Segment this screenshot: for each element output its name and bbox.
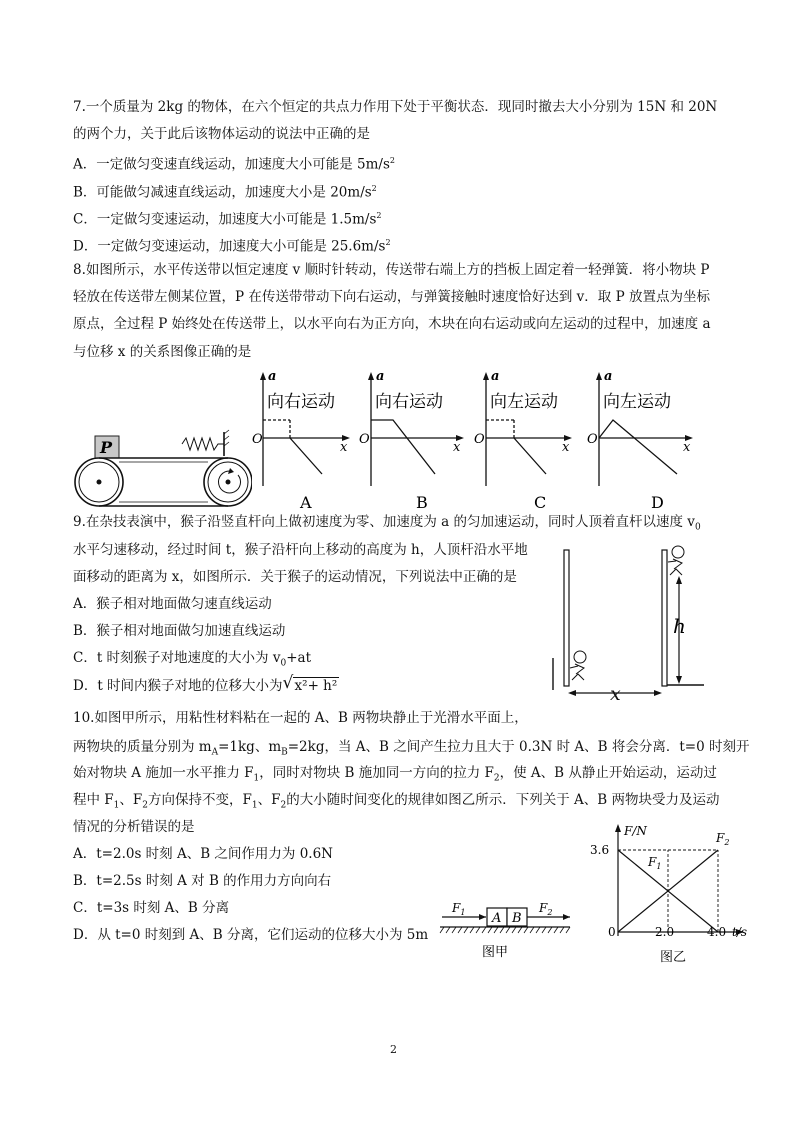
graph-a <box>250 368 360 513</box>
origin-label: O <box>252 432 263 447</box>
monkey-body-icon <box>668 559 682 575</box>
q8-stem-line2: 轻放在传送带左侧某位置，P 在传送带带动下向右运动，与弹簧接触时速度恰好达到 v．取 P 放置点为坐标 <box>73 289 710 305</box>
q9-stem-line1: 9.在杂技表演中，猴子沿竖直杆向上做初速度为零、加速度为 a 的匀加速运动，同时人顶着直杆以速度 $v_0$ <box>73 514 701 533</box>
monkey-icon <box>672 546 684 558</box>
graph-title: 向左运动 <box>490 392 558 412</box>
chart-x-tick-1: 2.0 <box>655 925 675 939</box>
ground-hatch <box>440 927 570 933</box>
graph-d <box>583 368 701 513</box>
graph-letter: D <box>651 493 664 512</box>
spring <box>182 438 224 450</box>
q10-option-c: C．t=3s 时刻 A、B 分离 <box>73 900 230 916</box>
q10-stem-line5: 情况的分析错误的是 <box>73 819 195 835</box>
distance-label: x <box>610 683 621 705</box>
conveyor-belt-figure <box>72 420 252 510</box>
q7-option-d: D．一定做匀变速运动，加速度大小可能是 $25.6m/s^2$ <box>73 238 391 255</box>
series-f1-label: $F_1$ <box>648 855 662 871</box>
graph-letter: B <box>416 493 428 512</box>
graph-title: 向右运动 <box>267 392 335 412</box>
q10-stem-line2: 两物块的质量分别为 $m_A=1kg$、$m_B=2kg$，当 A、B 之间产生拉力且大于 0.3N 时 A、B 将会分离．t=0 时刻开 <box>73 739 750 758</box>
page-number: 2 <box>390 1043 397 1056</box>
q9-option-a: A．猴子相对地面做匀速直线运动 <box>73 596 272 612</box>
force-f1-label: $F_1$ <box>452 901 466 917</box>
q10-option-b: B．t=2.5s 时刻 A 对 B 的作用力方向向右 <box>73 873 332 889</box>
figure-jia-caption: 图甲 <box>482 945 509 960</box>
series-f2-label: $F_2$ <box>716 831 730 847</box>
axis-arrow-icon <box>483 372 489 380</box>
graph-curve <box>371 420 435 474</box>
arrow-icon <box>654 690 662 696</box>
graph-letter: C <box>534 493 547 512</box>
left-pulley-axle <box>97 480 102 485</box>
arrow-icon <box>615 824 621 832</box>
origin-label: O <box>359 432 370 447</box>
q9-option-d: D．t 时间内猴子对地的位移大小为 √ x²+ h² <box>73 673 338 694</box>
arrow-icon <box>563 914 570 920</box>
axis-a-label: a <box>604 369 613 384</box>
chart-y-tick: 3.6 <box>590 843 610 857</box>
q8-stem-line4: 与位移 x 的关系图像正确的是 <box>73 344 252 360</box>
axis-a-label: a <box>268 369 277 384</box>
graph-curve <box>514 438 546 474</box>
chart-origin: 0 <box>608 925 616 939</box>
block-b-label: B <box>512 911 522 926</box>
q7-stem-line1: 7.一个质量为 2kg 的物体，在六个恒定的共点力作用下处于平衡状态．现同时撤去大小分别为 15N 和 20N <box>73 99 718 115</box>
block-p-label: P <box>100 438 113 457</box>
graph-curve <box>599 420 677 474</box>
axis-x-label: x <box>562 440 570 455</box>
q10-option-d: D．从 t=0 时刻到 A、B 分离，它们运动的位移大小为 5m <box>73 927 429 943</box>
axis-arrow-icon <box>368 372 374 380</box>
q8-stem-line3: 原点，全过程 P 始终处在传送带上，以水平向右为正方向，木块在向右运动或向左运动的过程中，加速度 a <box>73 316 711 332</box>
figure-yi-chart <box>590 820 760 968</box>
force-f2-label: $F_2$ <box>539 901 553 917</box>
chart-x-label: t/s <box>732 925 748 939</box>
chart-x-tick-2: 4.0 <box>707 925 727 939</box>
height-label: h <box>673 614 686 638</box>
origin-label: O <box>587 432 598 447</box>
q10-stem-line4: 程中 $F_1$、$F_2$方向保持不变，$F_1$、$F_2$的大小随时间变化的规律如图乙所示．下列关于 A、B 两物块受力及运动 <box>73 792 720 811</box>
monkey-icon <box>574 651 586 663</box>
sqrt-expression: √ x²+ h² <box>282 673 338 694</box>
q10-stem-line3: 始对物块 A 施加一水平推力 $F_1$，同时对物块 B 施加同一方向的拉力 $F_2$，使 A、B 从静止开始运动，运动过 <box>73 765 717 784</box>
figure-jia <box>436 893 576 963</box>
q10-stem-line1: 10.如图甲所示，用粘性材料粘在一起的 A、B 两物块静止于光滑水平面上， <box>73 710 528 726</box>
right-pulley-axle <box>226 480 231 485</box>
graph-title: 向右运动 <box>375 392 443 412</box>
arrow-icon <box>568 690 576 696</box>
axis-arrow-icon <box>260 372 266 380</box>
graph-letter: A <box>300 493 312 512</box>
monkey-body-icon <box>570 664 584 680</box>
origin-label: O <box>474 432 485 447</box>
arrow-icon <box>676 576 682 584</box>
block-a-label: A <box>492 911 502 926</box>
q8-stem-line1: 8.如图所示，水平传送带以恒定速度 v 顺时针转动，传送带右端上方的挡板上固定着一轻弹簧．将小物块 P <box>73 262 710 278</box>
q9-stem-line3: 面移动的距离为 x，如图所示．关于猴子的运动情况，下列说法中正确的是 <box>73 569 517 585</box>
axis-x-label: x <box>453 440 461 455</box>
axis-a-label: a <box>376 369 385 384</box>
q7-stem-line2: 的两个力，关于此后该物体运动的说法中正确的是 <box>73 126 370 142</box>
axis-a-label: a <box>491 369 500 384</box>
q7-option-a: A．一定做匀变速直线运动，加速度大小可能是 $5m/s^2$ <box>73 156 396 173</box>
axis-x-label: x <box>683 440 691 455</box>
q9-option-b: B．猴子相对地面做匀加速直线运动 <box>73 623 286 639</box>
q9-option-c: C．t 时刻猴子对地速度的大小为 $v_0+at$ <box>73 650 311 669</box>
figure-yi-caption: 图乙 <box>660 950 687 965</box>
axis-x-label: x <box>340 440 348 455</box>
graph-b <box>355 368 470 513</box>
pole-initial <box>564 550 569 686</box>
chart-y-label: F/N <box>624 824 647 838</box>
q7-option-c: C．一定做匀变速运动，加速度大小可能是 $1.5m/s^2$ <box>73 211 382 228</box>
q9-stem-line2: 水平匀速移动，经过时间 t，猴子沿杆向上移动的高度为 h，人顶杆沿水平地 <box>73 542 528 558</box>
q7-option-b: B．可能做匀减速直线运动，加速度大小是 $20m/s^2$ <box>73 184 377 201</box>
q10-option-a: A．t=2.0s 时刻 A、B 之间作用力为 0.6N <box>73 846 333 862</box>
arrow-icon <box>479 914 486 920</box>
axis-arrow-icon <box>596 372 602 380</box>
monkey-pole-figure <box>548 540 710 710</box>
graph-c <box>470 368 582 513</box>
pole-final <box>662 550 667 686</box>
arrow-icon <box>676 676 682 684</box>
graph-curve <box>290 438 322 474</box>
graph-title: 向左运动 <box>603 392 671 412</box>
